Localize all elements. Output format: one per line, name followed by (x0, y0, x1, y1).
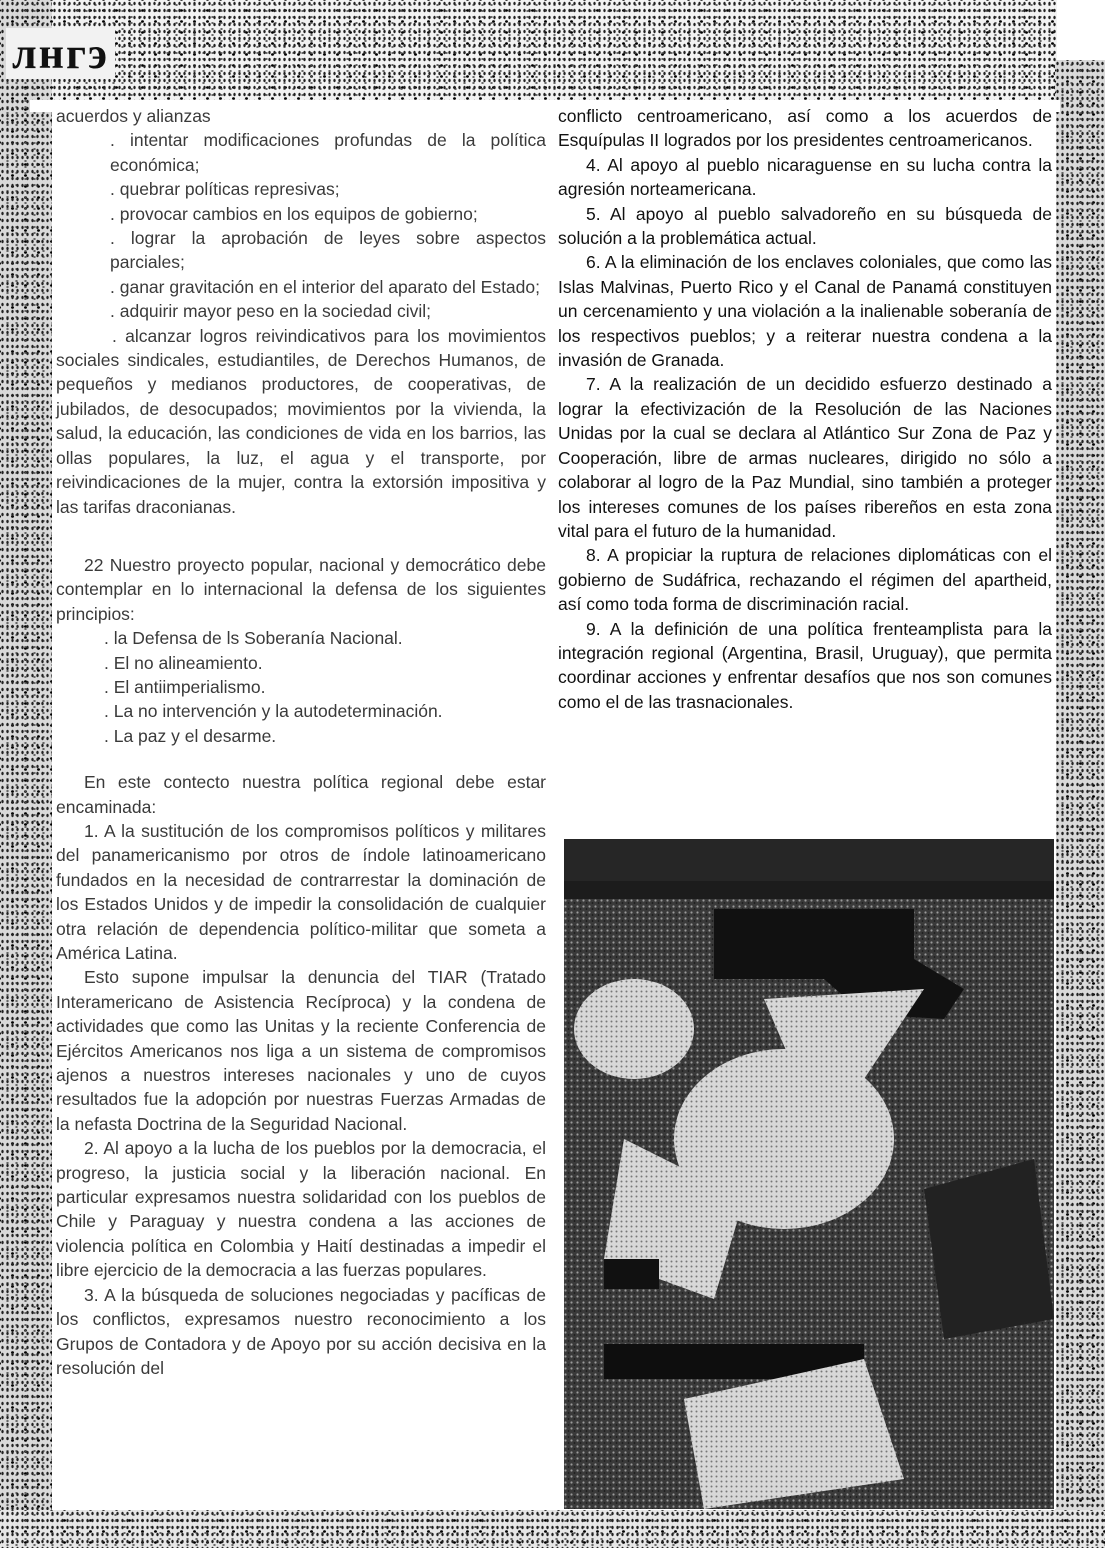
list-item: . provocar cambios en los equipos de gobierno; (110, 203, 478, 224)
list-item: . ganar gravitación en el interior del aparato del Estado; (110, 276, 540, 297)
list-item: . quebrar políticas represivas; (110, 179, 340, 200)
list-item: . adquirir mayor peso en la sociedad civil; (110, 301, 431, 322)
halftone-photo (564, 839, 1054, 1509)
numbered-item-7: 7. A la realización de un decidido esfuerzo destinado a lograr la efectivización de la Resolución de las Naciones Unidas por la cual se declara al Atlántico Sur Zona de Paz y Cooperación, libre de armas nucleares, dirigido no sólo a colaborar al logro de la Paz Mundial, sino también a proteger los intereses comunes de los países ribereños en esta zona vital para el futuro de la humanidad. (558, 374, 1052, 541)
numbered-item-5: 5. Al apoyo al pueblo salvadoreño en su búsqueda de solución a la problemática actual. (558, 203, 1052, 249)
scan-noise-right (1055, 60, 1105, 1530)
header-fragment: лнгэ (6, 28, 115, 79)
numbered-item-6: 6. A la eliminación de los enclaves coloniales, que como las Islas Malvinas, Puerto Rico y el Canal de Panamá constituyen un cercenamiento y una violación a la inalienable soberanía de los respectivos pueblos; y a reiterar nuestra condena a la invasión de Granada. (558, 252, 1052, 371)
list-item: . lograr la aprobación de leyes sobre aspectos parciales; (110, 228, 546, 273)
text-line: acuerdos y alianzas (56, 106, 211, 126)
numbered-item-8: 8. A propiciar la ruptura de relaciones diplomáticas con el gobierno de Sudáfrica, rechazando el régimen del apartheid, así como toda forma de discriminación racial. (558, 545, 1052, 615)
numbered-item-9: 9. A la definición de una política frenteamplista para la integración regional (Argentina, Brasil, Uruguay), que permita coordinar acciones y enfrentar desafíos que nos son comunes como el de las trasnacionales. (558, 618, 1052, 712)
list-item: . intentar modificaciones profundas de la política económica; (110, 130, 546, 175)
list-item: . alcanzar logros reivindicativos para los movimientos sociales sindicales, estudiantiles, de Derechos Humanos, de pequeños y medianos productores, de cooperativas, de jubilados, de desocupados; movimientos por la vivienda, la salud, la educación, las condiciones de vida en los barrios, las ollas populares, la luz, el agua y el transporte, por reivindicaciones de la mujer, contra la extorsión impositiva y las tarifas draconianas. (56, 325, 546, 517)
right-column (558, 104, 1052, 714)
principle-item: . El antiimperialismo. (104, 676, 266, 697)
document-page (52, 104, 1056, 1509)
context-paragraph: En este contecto nuestra política regional debe estar encaminada: (56, 772, 546, 817)
principle-item: . El no alineamiento. (104, 652, 263, 673)
numbered-item-3: 3. A la búsqueda de soluciones negociadas y pacíficas de los conflictos, expresamos nuestro reconocimiento a los Grupos de Contadora y de Apoyo por su acción decisiva en la resolución del (56, 1284, 546, 1378)
scan-noise-top (52, 0, 1057, 105)
principle-item: . La paz y el desarme. (104, 725, 277, 746)
left-column (56, 104, 546, 1380)
numbered-item-4: 4. Al apoyo al pueblo nicaraguense en su lucha contra la agresión norteamericana. (558, 154, 1052, 200)
paragraph-tiar: Esto supone impulsar la denuncia del TIAR (Tratado Interamericano de Asistencia Recíproca) y la condena de actividades que como las Unitas y la reciente Conferencia de Ejércitos Americanos nos liga a un sistema de compromisos ajenos a nuestros intereses nacionales y uno de cuyos resultados fue la adopción por nuestras Fuerzas Armadas de la nefasta Doctrina de la Seguridad Nacional. (56, 967, 546, 1134)
numbered-item-2: 2. Al apoyo a la lucha de los pueblos por la democracia, el progreso, la justicia social y la liberación nacional. En particular expresamos nuestra solidaridad con los pueblos de Chile y Paraguay y nuestra condena a las acciones de violencia política en Colombia y Haití destinadas a impedir el libre ejercicio de la democracia a las fuerzas populares. (56, 1138, 546, 1281)
section-22-heading: 22 Nuestro proyecto popular, nacional y democrático debe contemplar en lo internacional la defensa de los siguientes principios: (56, 554, 546, 624)
principle-item: . la Defensa de ls Soberanía Nacional. (104, 628, 403, 649)
numbered-item-1: 1. A la sustitución de los compromisos políticos y militares del panamericanismo por otros de índole latinoamericano fundados en la necesidad de contrarrestar la dominación de los Estados Unidos y de impedir la consolidación de cualquier otra relación de dependencia político-militar que someta a América Latina. (56, 820, 546, 963)
scan-noise-bottom (0, 1510, 1105, 1548)
scan-noise-left (0, 0, 52, 1548)
principle-item: . La no intervención y la autodeterminación. (104, 701, 443, 722)
continuation-paragraph: conflicto centroamericano, así como a los acuerdos de Esquípulas II logrados por los presidentes centroamericanos. (558, 106, 1052, 151)
